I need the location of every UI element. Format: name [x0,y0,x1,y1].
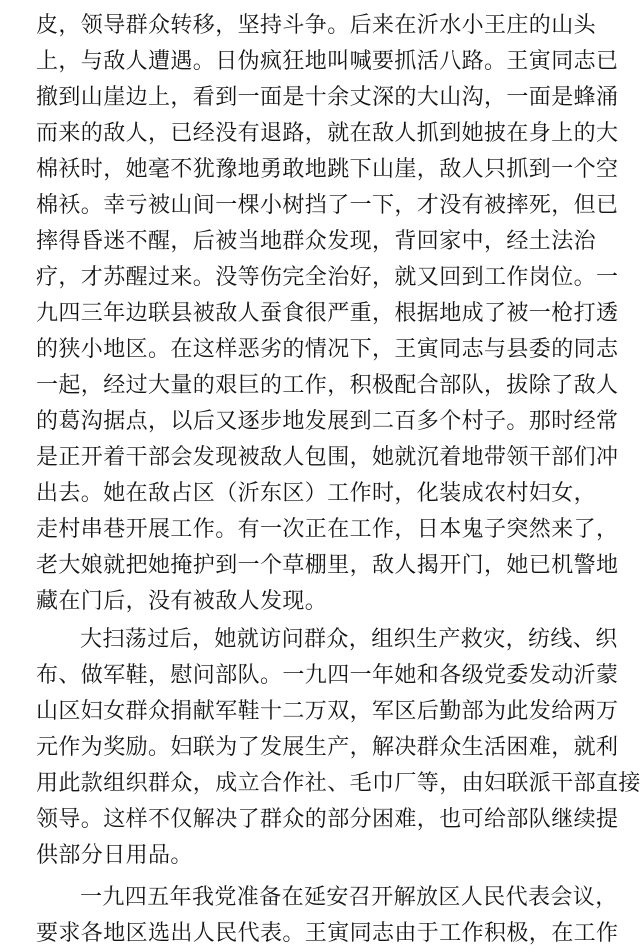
text-line: 老大娘就把她掩护到一个草棚里，敌人揭开门，她已机警地 [36,553,619,578]
text-line: 上，与敌人遭遇。日伪疯狂地叫喊要抓活八路。王寅同志已 [36,49,619,74]
text-line: 九四三年边联县被敌人蚕食很严重，根据地成了被一枪打透 [36,301,619,326]
text-line: 一起，经过大量的艰巨的工作，积极配合部队，拔除了敌人 [36,373,619,398]
text-line: 而来的敌人，已经没有退路，就在敌人抓到她披在身上的大 [36,121,619,146]
text-line: 元作为奖励。妇联为了发展生产，解决群众生活困难，就利 [36,735,619,760]
text-line: 藏在门后，没有被敌人发现。 [36,589,328,614]
text-line: 棉袄时，她毫不犹豫地勇敢地跳下山崖，敌人只抓到一个空 [36,157,619,182]
text-line: 皮，领导群众转移，坚持斗争。后来在沂水小王庄的山头 [36,13,597,38]
text-line: 棉袄。幸亏被山间一棵小树挡了一下，才没有被摔死，但已 [36,193,619,218]
text-line: 布、做军鞋，慰问部队。一九四一年她和各级党委发动沂蒙 [36,663,619,688]
text-line: 摔得昏迷不醒，后被当地群众发现，背回家中，经土法治 [36,229,597,254]
text-line: 的狭小地区。在这样恶劣的情况下，王寅同志与县委的同志 [36,337,619,362]
text-line: 领导。这样不仅解决了群众的部分困难，也可给部队继续提 [36,807,619,832]
text-line: 的葛沟据点，以后又逐步地发展到二百多个村子。那时经常 [36,409,619,434]
text-line: 是正开着干部会发现被敌人包围，她就沉着地带领干部们冲 [36,445,619,470]
text-line: 用此款组织群众，成立合作社、毛巾厂等，由妇联派干部直接 [36,771,641,796]
text-line: 疗，才苏醒过来。没等伤完全治好，就又回到工作岗位。一 [36,265,619,290]
text-line: 山区妇女群众捐献军鞋十二万双，军区后勤部为此发给两万 [36,699,619,724]
text-line: 走村串巷开展工作。有一次正在工作，日本鬼子突然来了， [36,517,619,542]
text-body [36,8,641,952]
text-line: 出去。她在敌占区（沂东区）工作时，化装成农村妇女， [36,481,597,506]
text-line: 供部分日用品。 [36,843,193,868]
text-line: 撤到山崖边上，看到一面是十余丈深的大山沟，一面是蜂涌 [36,85,619,110]
paragraph-first-line: 大扫荡过后，她就访问群众，组织生产救灾，纺线、织 [80,627,618,652]
paragraph-first-line: 一九四五年我党准备在延安召开解放区人民代表会议， [80,885,618,910]
text-line: 要求各地区选出人民代表。王寅同志由于工作积极，在工作 [36,921,619,946]
